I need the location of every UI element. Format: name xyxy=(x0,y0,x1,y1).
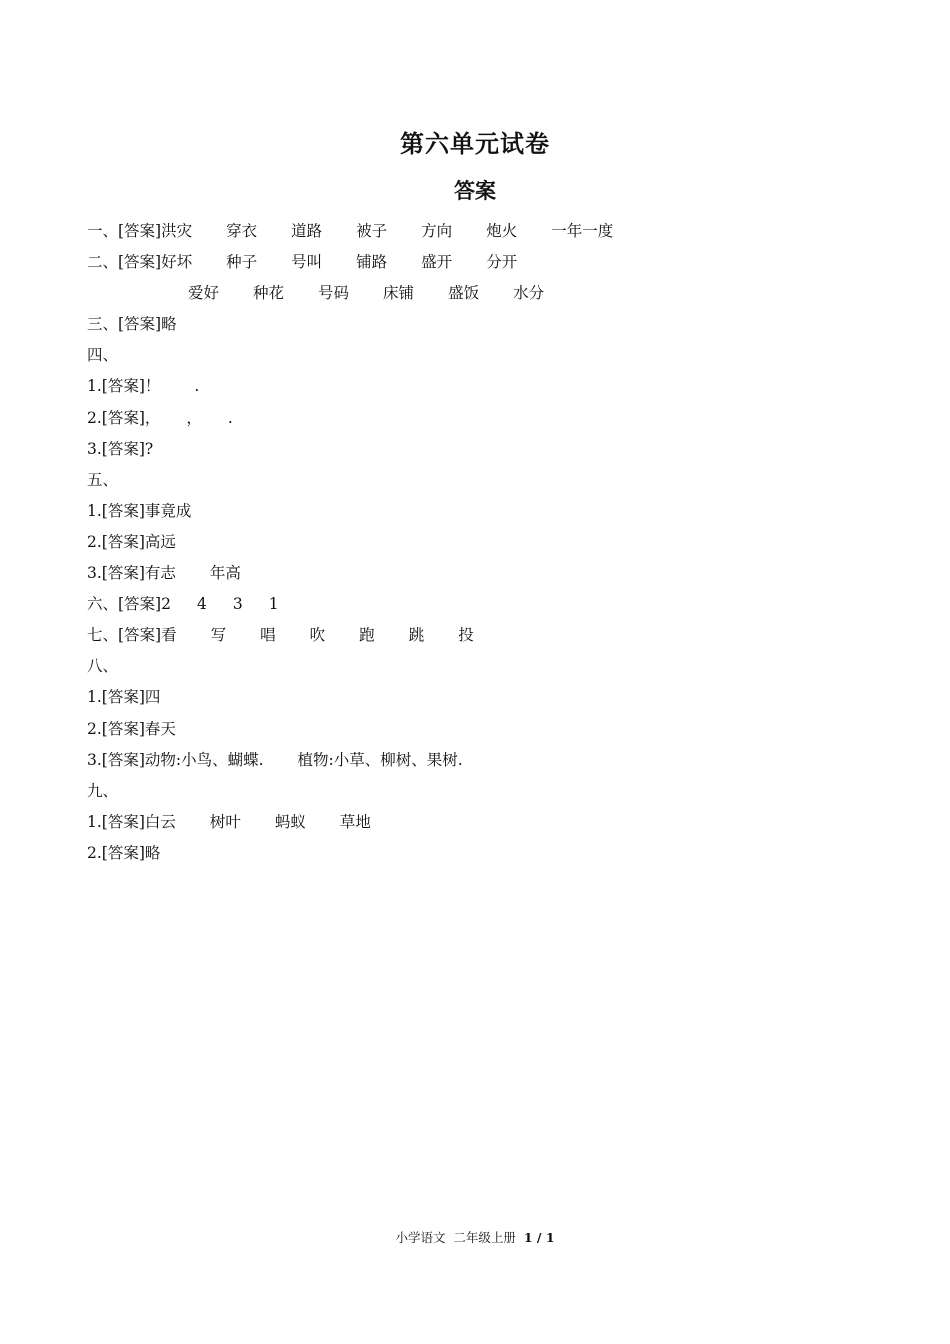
answer-q8-2: 2.[答案]春天 xyxy=(87,719,176,738)
answer-q8-3 xyxy=(87,745,887,776)
answer-q4-1 xyxy=(87,371,887,402)
page-subtitle: 答案 xyxy=(454,178,496,203)
page-number: 1 / 1 xyxy=(523,1230,555,1245)
answer-q8-1: 1.[答案]四 xyxy=(87,688,161,707)
answer-q9-2: 2.[答案]略 xyxy=(87,843,161,862)
answer-number: 4 xyxy=(196,595,207,614)
answer-q6 xyxy=(87,589,887,620)
answer-prefix: 七、[答案] xyxy=(87,626,162,645)
answer-word: 盛开 xyxy=(421,253,453,272)
answer-q4-3: 3.[答案]? xyxy=(87,439,154,458)
answer-prefix: 二、[答案] xyxy=(87,253,162,272)
answer-word: 铺路 xyxy=(356,253,388,272)
page-title: 第六单元试卷 xyxy=(400,129,550,158)
section-heading: 八、 xyxy=(87,657,119,676)
answer-q2-row1 xyxy=(87,247,887,278)
answer-word: 写 xyxy=(210,626,227,645)
answer-word: 好坏 xyxy=(161,253,193,272)
answer-word: 道路 xyxy=(291,222,323,240)
section-heading: 五、 xyxy=(87,470,119,489)
answer-q2-row2 xyxy=(87,278,887,309)
answer-q5-1: 1.[答案]事竟成 xyxy=(87,501,192,520)
answer-prefix: 一、[答案] xyxy=(87,222,162,240)
answer-word: 一年一度 xyxy=(551,222,614,240)
answer-word: 草地 xyxy=(339,812,371,831)
answer-word: 穿衣 xyxy=(226,222,258,240)
answer-q1 xyxy=(87,216,887,247)
section-heading: 四、 xyxy=(87,346,119,365)
answer-word: 号码 xyxy=(318,284,350,303)
answer-word: 炮火 xyxy=(486,222,518,240)
answer-word: 唱 xyxy=(260,626,276,645)
footer-subject: 小学语文 xyxy=(395,1230,446,1245)
answer-q5-2: 2.[答案]高远 xyxy=(87,532,176,551)
answer-text: ， xyxy=(186,408,202,427)
answer-text: 1.[答案]！ xyxy=(87,377,161,396)
answer-text: . xyxy=(227,408,233,427)
answer-text: 年高 xyxy=(209,564,241,583)
answer-word: 跳 xyxy=(408,626,425,645)
answer-text: 3.[答案]有志 xyxy=(87,564,176,583)
answer-word: 床铺 xyxy=(383,284,415,303)
answer-number: 1 xyxy=(268,595,279,614)
answer-word: 投 xyxy=(458,626,474,645)
answer-word: 洪灾 xyxy=(161,222,193,240)
answer-q7 xyxy=(87,620,887,651)
answer-word: 号叫 xyxy=(291,253,323,272)
answer-word: 吹 xyxy=(309,626,326,645)
answer-word: 跑 xyxy=(359,626,375,645)
answer-word: 1.[答案]白云 xyxy=(87,812,176,831)
answer-number: 3 xyxy=(232,595,243,614)
section-heading: 九、 xyxy=(87,781,119,800)
page-footer xyxy=(0,1228,950,1246)
answer-text: 3.[答案]动物:小鸟、蝴蝶. xyxy=(87,750,264,769)
answer-q4-2 xyxy=(87,403,887,434)
answer-q9-1 xyxy=(87,807,887,838)
answer-word: 被子 xyxy=(356,222,388,240)
answer-text: 植物:小草、柳树、果树. xyxy=(297,750,463,769)
answer-prefix: 六、[答案]2 xyxy=(87,595,171,614)
answer-word: 爱好 xyxy=(188,284,220,303)
answer-text: 2.[答案]， xyxy=(87,408,161,427)
answer-word: 种花 xyxy=(253,284,285,303)
answer-list xyxy=(87,216,887,869)
answer-word: 树叶 xyxy=(209,812,241,831)
answer-word: 种子 xyxy=(226,253,258,272)
answer-q3: 三、[答案]略 xyxy=(87,315,177,334)
answer-word: 看 xyxy=(161,626,177,645)
answer-word: 分开 xyxy=(486,253,518,272)
answer-q5-3 xyxy=(87,558,887,589)
answer-text: . xyxy=(194,377,200,396)
answer-word: 方向 xyxy=(421,222,453,240)
footer-grade: 二年级上册 xyxy=(453,1230,516,1245)
answer-word: 水分 xyxy=(513,284,545,303)
answer-word: 盛饭 xyxy=(448,284,480,303)
answer-word: 蚂蚁 xyxy=(274,812,306,831)
